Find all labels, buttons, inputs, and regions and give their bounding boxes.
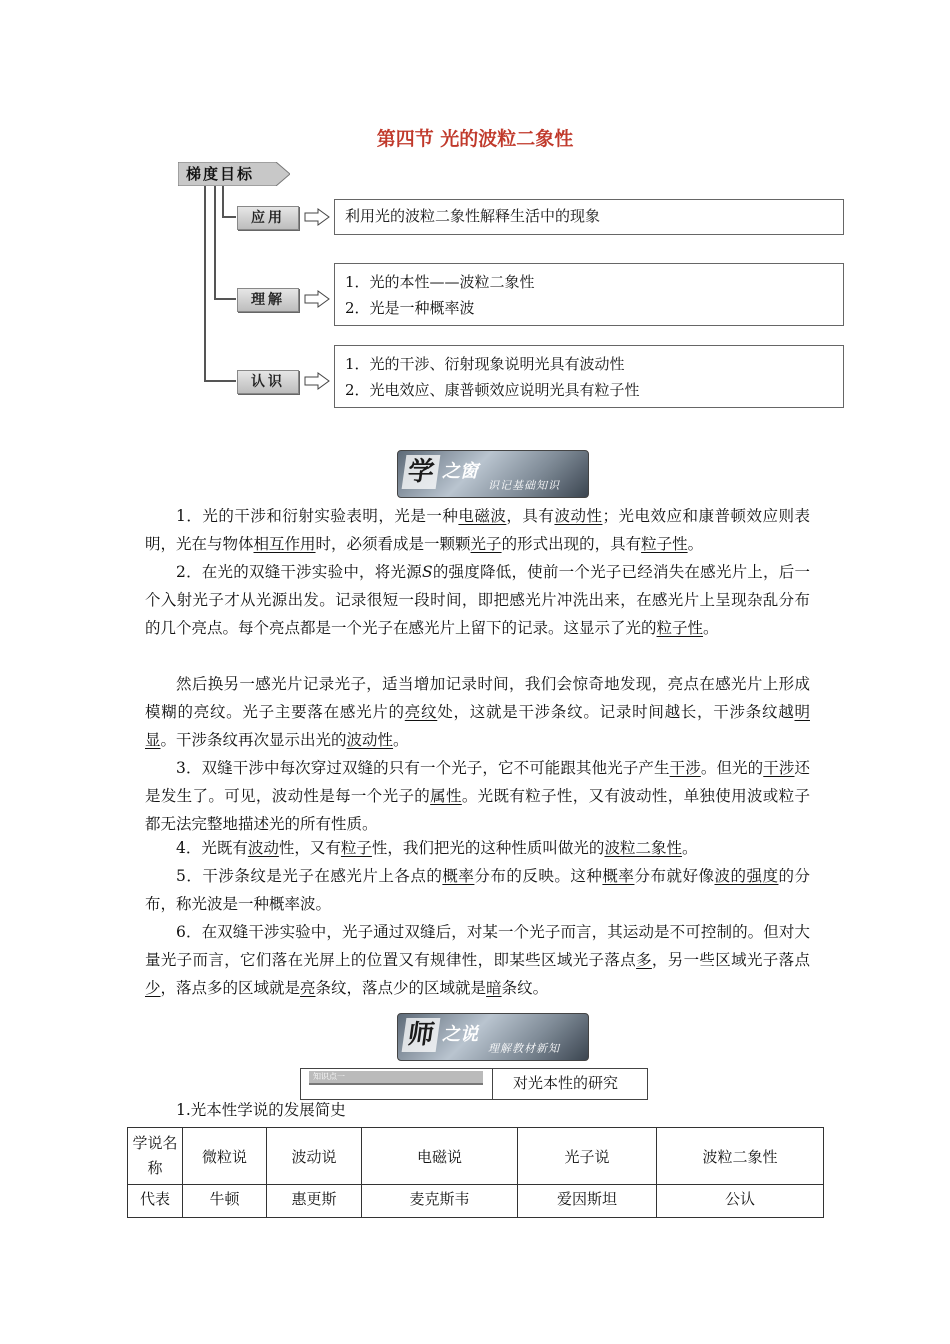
table-cell: 麦克斯韦	[362, 1185, 518, 1218]
table-cell: 牛顿	[183, 1185, 267, 1218]
table-cell: 惠更斯	[267, 1185, 362, 1218]
paragraph-3: 然后换另一感光片记录光子，适当增加记录时间，我们会惊奇地发现，亮点在感光片上形成模糊的亮纹。光子主要落在感光片的亮纹处，这就是干涉条纹。记录时间越长，干涉条纹越明显。干涉条纹再次显示出光的波动性。	[145, 675, 810, 749]
paragraph-6: 5．干涉条纹是光子在感光片上各点的概率分布的反映。这种概率分布就好像波的强度的分布，称光波是一种概率波。	[145, 867, 810, 913]
arrow-icon	[304, 290, 330, 308]
knowledge-point-tag: 知识点一	[309, 1071, 483, 1083]
divider	[492, 1069, 493, 1099]
table-cell: 波粒二象性	[657, 1128, 824, 1185]
table-cell: 代表	[128, 1185, 183, 1218]
goal-text: 利用光的波粒二象性解释生活中的现象	[345, 207, 601, 225]
goal-level-know: 认识	[237, 370, 299, 394]
goal-box-know	[334, 345, 844, 408]
goal-box-understand	[334, 263, 844, 326]
table-cell: 光子说	[518, 1128, 657, 1185]
table-cell: 波动说	[267, 1128, 362, 1185]
banner-title: 之说	[442, 1024, 478, 1045]
paragraph-7: 6．在双缝干涉实验中，光子通过双缝后，对某一个光子而言，其运动是不可控制的。但对大量光子而言，它们落在光屏上的位置又有规律性，即某些区域光子落点多，另一些区域光子落点少，落点多的区域就是亮条纹，落点少的区域就是暗条纹。	[145, 923, 810, 997]
tree-branch-1	[222, 216, 236, 218]
banner-big-char: 学	[402, 455, 441, 489]
table-cell: 学说名称	[128, 1128, 183, 1185]
goal-level-apply: 应用	[237, 206, 299, 230]
goal-text: 2．光是一种概率波	[345, 299, 475, 317]
goal-text: 2．光电效应、康普顿效应说明光具有粒子性	[345, 381, 640, 399]
knowledge-point-header	[300, 1068, 648, 1100]
section-heading: 1.光本性学说的发展简史	[176, 1101, 346, 1119]
banner-subtitle: 识记基础知识	[488, 479, 560, 492]
table-row	[128, 1128, 824, 1185]
goal-text: 1．光的本性——波粒二象性	[345, 273, 535, 291]
table-row	[128, 1185, 824, 1218]
banner-title: 之窗	[442, 461, 478, 482]
tree-trunk-inner	[222, 186, 224, 218]
table-cell: 电磁说	[362, 1128, 518, 1185]
banner-subtitle: 理解教材新知	[488, 1042, 560, 1055]
table-cell: 爱因斯坦	[518, 1185, 657, 1218]
page-title: 第四节 光的波粒二象性	[376, 128, 574, 150]
tree-branch-2	[214, 298, 236, 300]
paragraph-2: 2．在光的双缝干涉实验中，将光源S的强度降低，使前一个光子已经消失在感光片上，后一个入射光子才从光源出发。记录很短一段时间，即把感光片冲洗出来，在感光片上呈现杂乱分布的几个亮点。每个亮点都是一个光子在感光片上留下的记录。这显示了光的粒子性。	[145, 563, 810, 637]
tree-trunk-outer	[204, 186, 206, 382]
goal-box-apply	[334, 199, 844, 235]
paragraph-5: 4．光既有波动性，又有粒子性，我们把光的这种性质叫做光的波粒二象性。	[176, 839, 698, 857]
knowledge-point-label: 对光本性的研究	[513, 1074, 619, 1092]
paragraph-1: 1．光的干涉和衍射实验表明，光是一种电磁波，具有波动性；光电效应和康普顿效应则表明，光在与物体相互作用时，必须看成是一颗颗光子的形式出现的，具有粒子性。	[145, 507, 810, 553]
tree-trunk-middle	[214, 186, 216, 300]
arrow-icon	[304, 372, 330, 390]
section-banner-teacher	[397, 1013, 589, 1061]
paragraph-4: 3．双缝干涉中每次穿过双缝的只有一个光子，它不可能跟其他光子产生干涉。但光的干涉还是发生了。可见，波动性是每一个光子的属性。光既有粒子性，又有波动性，单独使用波或粒子都无法完整地描述光的所有性质。	[145, 759, 810, 833]
section-banner-study	[397, 450, 589, 498]
theory-history-table	[127, 1127, 824, 1218]
goal-level-understand: 理解	[237, 288, 299, 312]
banner-big-char: 师	[402, 1018, 441, 1052]
table-cell: 公认	[657, 1185, 824, 1218]
goal-text: 1．光的干涉、衍射现象说明光具有波动性	[345, 355, 625, 373]
arrow-icon	[304, 208, 330, 226]
goal-tag: 梯度目标	[186, 165, 255, 183]
table-cell: 微粒说	[183, 1128, 267, 1185]
tree-branch-3	[204, 380, 236, 382]
tag-underline	[309, 1083, 483, 1085]
